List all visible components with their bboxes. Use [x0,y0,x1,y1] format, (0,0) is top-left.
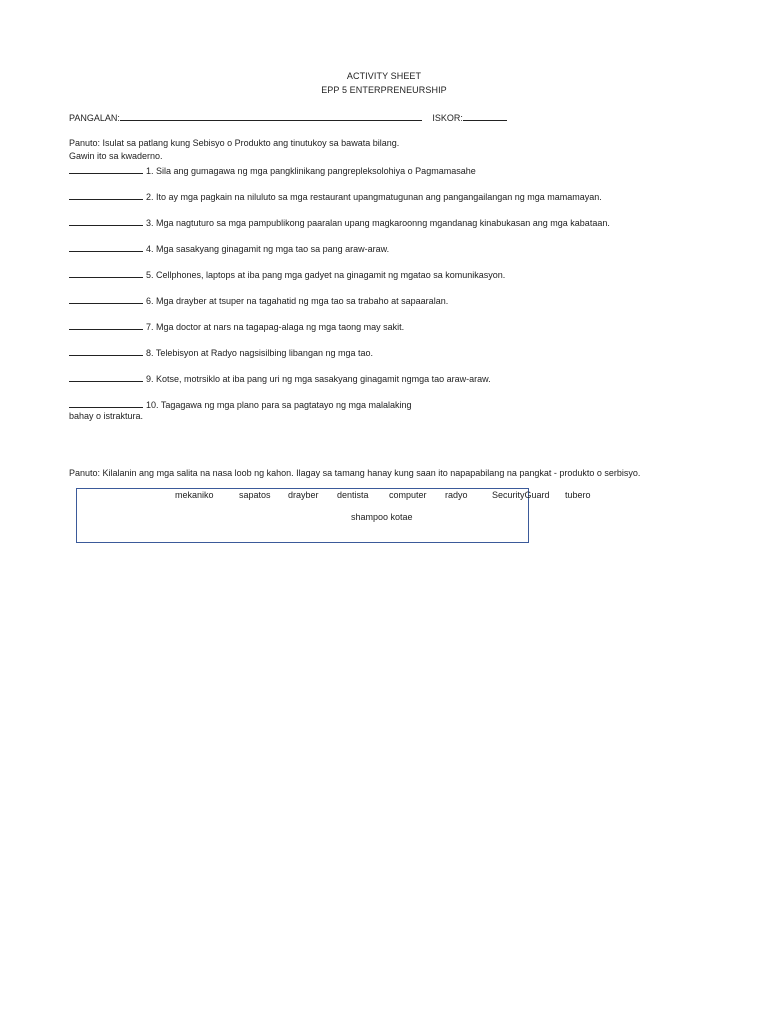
list-item [69,320,404,332]
sheet-title: ACTIVITY SHEET [346,71,422,81]
answer-blank[interactable] [69,190,143,200]
list-item [69,346,373,358]
answer-blank[interactable] [69,164,143,174]
item-continuation: bahay o istraktura. [69,411,144,421]
item-text: 10. Tagagawa ng mga plano para sa pagtatayo ng mga malalaking [146,400,412,410]
item-text: 3. Mga nagtuturo sa mga pampublikong paaralan upang magkaroonng mgandanag kinabukasan ang mga kabataan. [146,218,610,228]
score-blank[interactable] [463,111,507,121]
name-label: PANGALAN: [69,113,120,123]
word-item: dentista [337,490,369,500]
instruction-line-1: Panuto: Isulat sa patlang kung Sebisyo o Produkto ang tinutukoy sa bawata bilang. [69,138,400,148]
word-item: mekaniko [175,490,214,500]
item-text: 4. Mga sasakyang ginagamit ng mga tao sa pang araw-araw. [146,244,390,254]
answer-blank[interactable] [69,216,143,226]
list-item [69,268,505,280]
instruction-2: Panuto: Kilalanin ang mga salita na nasa loob ng kahon. Ilagay sa tamang hanay kung saan ito napapabilang na pangkat - produkto o serbisyo. [69,468,641,478]
sheet-subtitle: EPP 5 ENTERPRENEURSHIP [321,85,447,95]
word-item: SecurityGuard [492,490,550,500]
item-text: 8. Telebisyon at Radyo nagsisilbing libangan ng mga tao. [146,348,373,358]
item-text: 7. Mga doctor at nars na tagapag-alaga ng mga taong may sakit. [146,322,405,332]
item-text: 9. Kotse, motrsiklo at iba pang uri ng mga sasakyang ginagamit ngmga tao araw-araw. [146,374,491,384]
answer-blank[interactable] [69,398,143,408]
answer-blank[interactable] [69,268,143,278]
word-box [76,488,591,543]
item-text: 1. Sila ang gumagawa ng mga pangklinikang pangrepleksolohiya o Pagmamasahe [146,166,476,176]
list-item [69,164,476,176]
list-item [69,294,448,306]
answer-blank[interactable] [69,320,143,330]
word-item-row2: shampoo kotae [351,512,413,522]
list-item [69,372,491,384]
word-item: sapatos [239,490,271,500]
list-item [69,398,412,410]
item-text: 6. Mga drayber at tsuper na tagahatid ng mga tao sa trabaho at sapaaralan. [146,296,449,306]
answer-blank[interactable] [69,242,143,252]
list-item [69,216,610,228]
word-item: computer [389,490,427,500]
word-item: radyo [445,490,468,500]
name-blank[interactable] [120,111,422,121]
name-score-row [69,111,507,123]
word-item: drayber [288,490,319,500]
word-item: tubero [565,490,591,500]
answer-blank[interactable] [69,346,143,356]
instruction-line-2: Gawin ito sa kwaderno. [69,151,163,161]
list-item [69,190,602,202]
list-item [69,242,389,254]
score-label: ISKOR: [432,113,463,123]
item-text: 2. Ito ay mga pagkain na niluluto sa mga restaurant upangmatugunan ang pangangailangan ng mga mamamayan. [146,192,602,202]
item-text: 5. Cellphones, laptops at iba pang mga gadyet na ginagamit ng mgatao sa komunikasyon. [146,270,506,280]
answer-blank[interactable] [69,372,143,382]
answer-blank[interactable] [69,294,143,304]
